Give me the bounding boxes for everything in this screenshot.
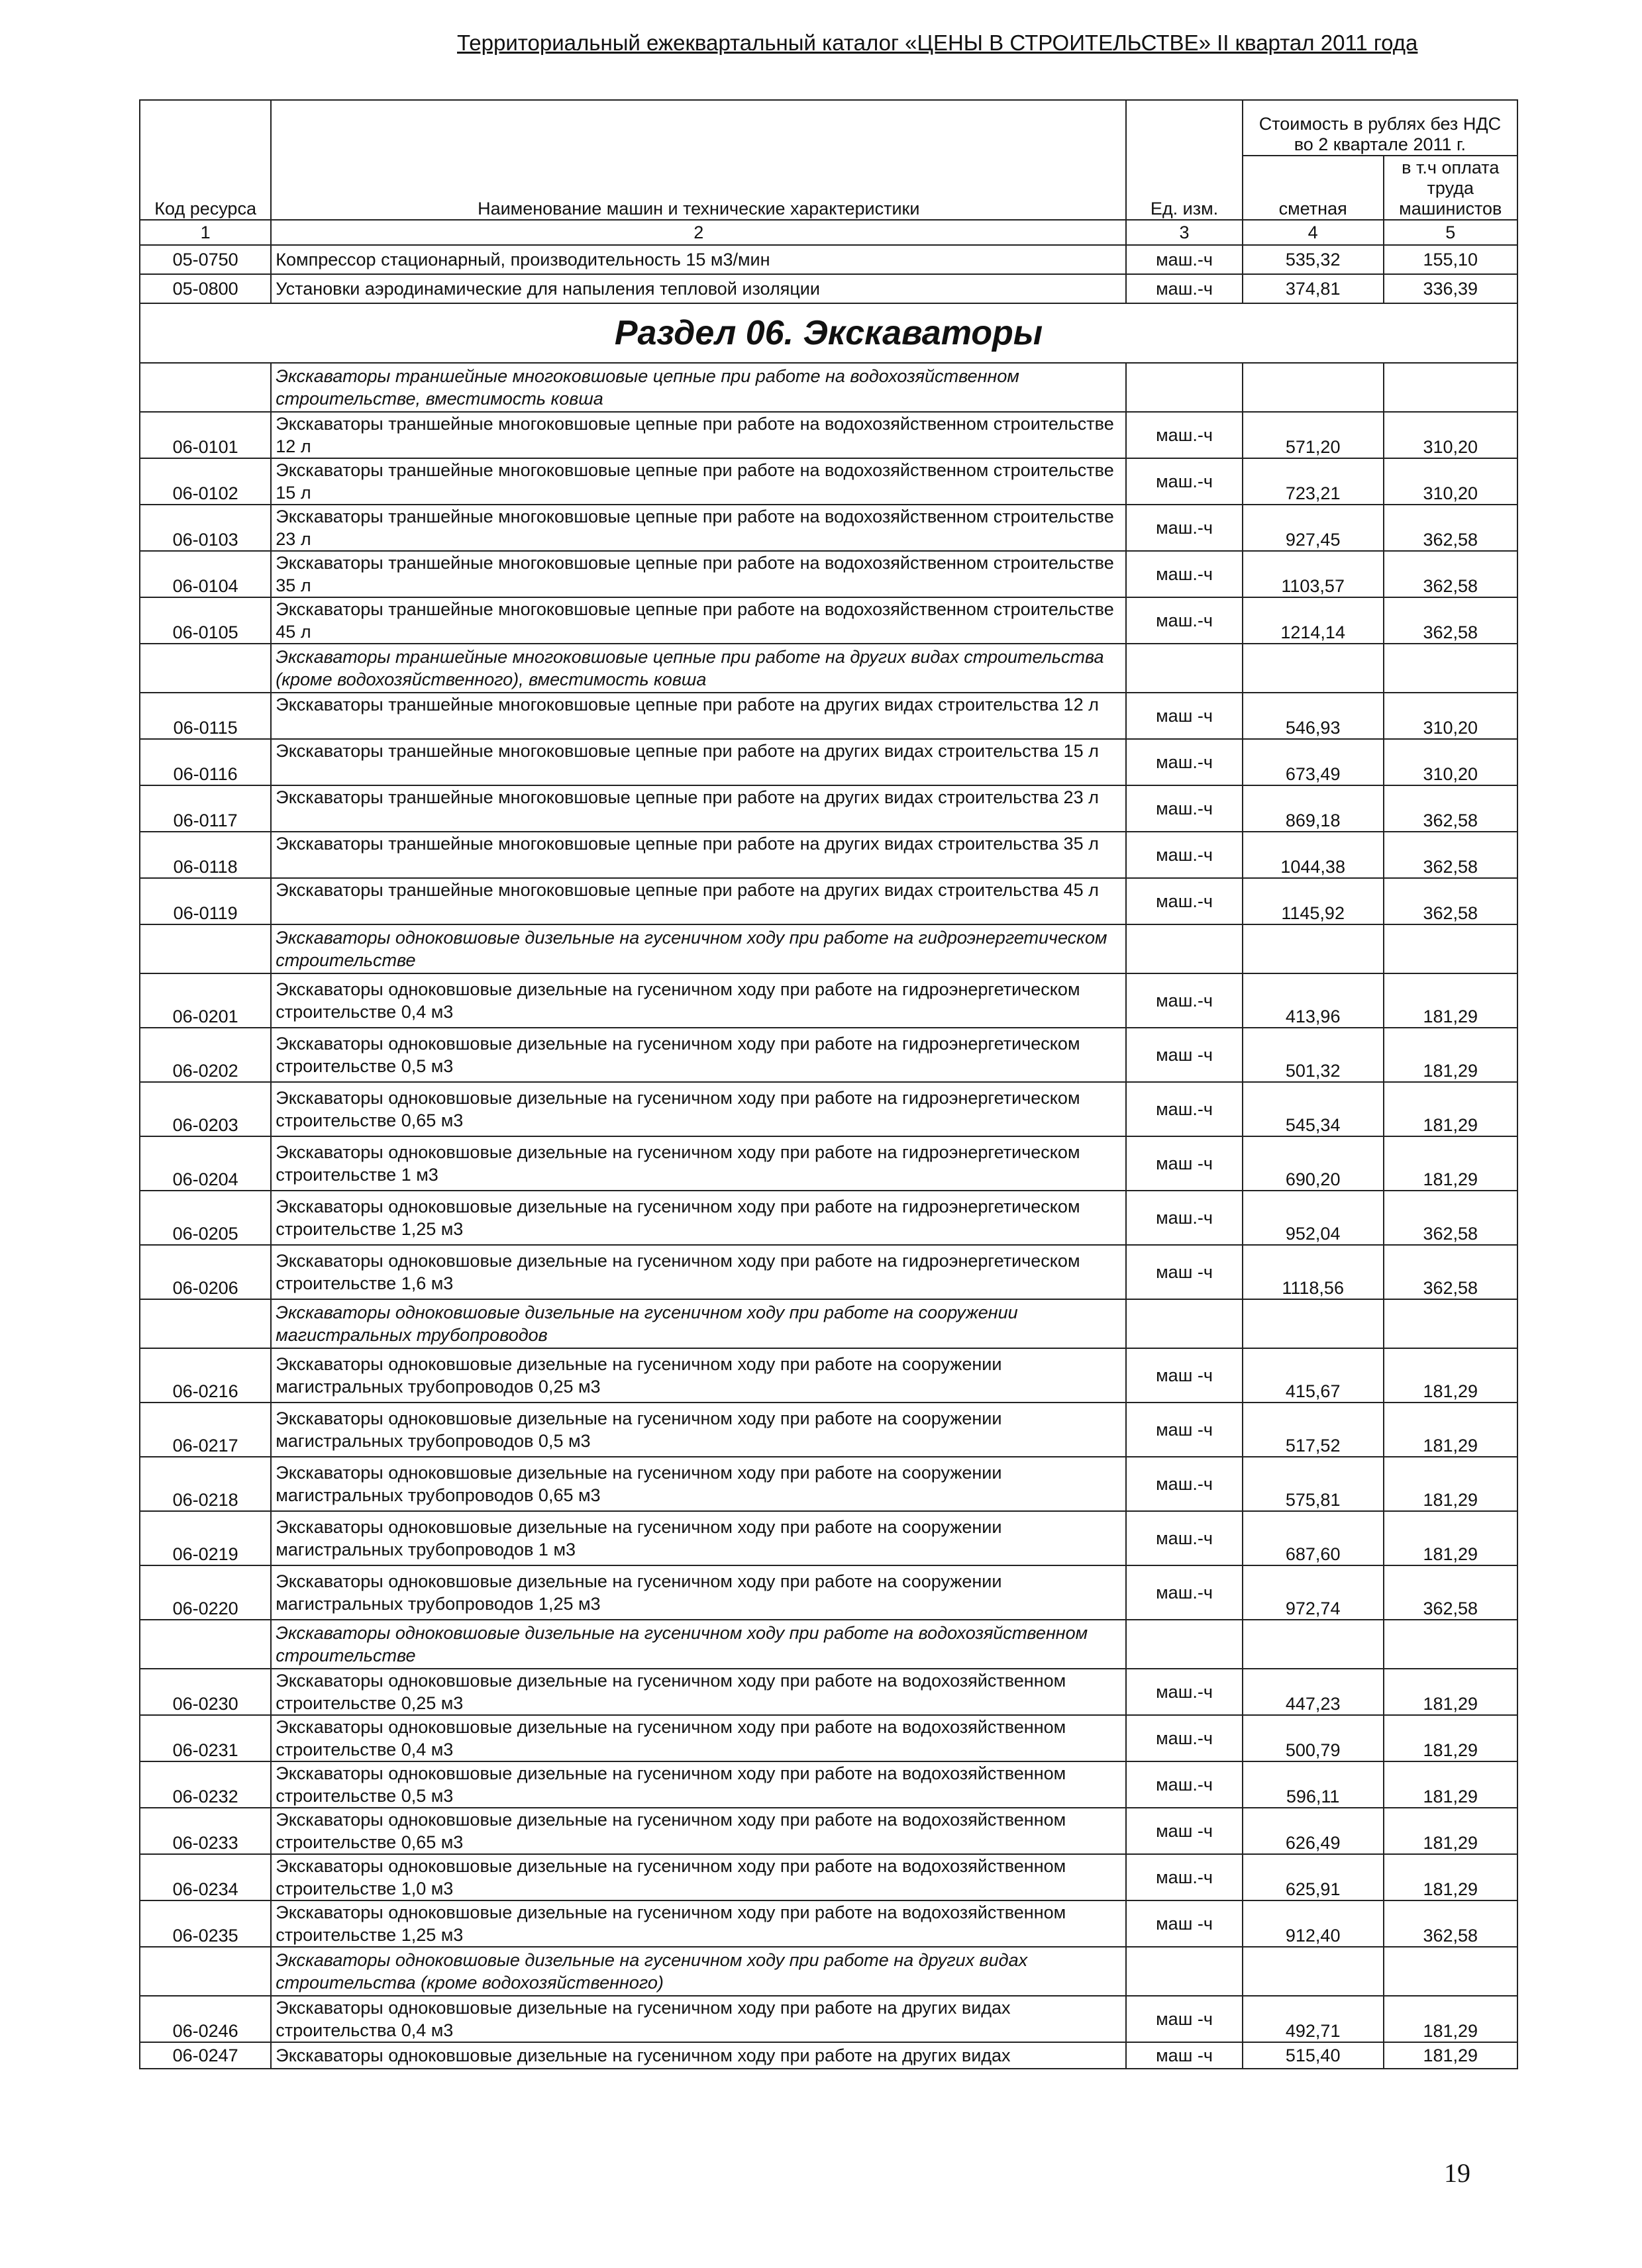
machine-name: Экскаваторы траншейные многоковшовые цепные при работе на водохозяйственном строительстве 23 л	[271, 505, 1126, 551]
operator-pay: 310,20	[1384, 412, 1517, 458]
operator-pay: 310,20	[1384, 693, 1517, 739]
estimated-price: 596,11	[1243, 1761, 1384, 1808]
unit: маш -ч	[1126, 1348, 1243, 1403]
empty-cell	[1384, 924, 1517, 973]
empty-cell	[1126, 1620, 1243, 1669]
table-row	[140, 832, 1517, 878]
operator-pay: 362,58	[1384, 832, 1517, 878]
unit: маш.-ч	[1126, 1669, 1243, 1715]
operator-pay: 181,29	[1384, 1511, 1517, 1565]
estimated-price: 545,34	[1243, 1082, 1384, 1136]
operator-pay: 181,29	[1384, 973, 1517, 1028]
table-row	[140, 1136, 1517, 1191]
machine-name: Экскаваторы одноковшовые дизельные на гусеничном ходу при работе на гидроэнергетическом строительстве 1 м3	[271, 1136, 1126, 1191]
operator-pay: 181,29	[1384, 1457, 1517, 1511]
table-row	[140, 1996, 1517, 2042]
unit: маш.-ч	[1126, 1511, 1243, 1565]
empty-cell	[1243, 924, 1384, 973]
unit: маш.-ч	[1126, 785, 1243, 832]
unit: маш.-ч	[1126, 1082, 1243, 1136]
column-number-row	[140, 220, 1517, 245]
resource-code: 06-0232	[140, 1761, 271, 1808]
resource-code: 06-0105	[140, 597, 271, 644]
estimated-price: 515,40	[1243, 2042, 1384, 2069]
estimated-price: 912,40	[1243, 1900, 1384, 1947]
unit: маш.-ч	[1126, 1191, 1243, 1245]
group-header-row	[140, 363, 1517, 412]
machine-name: Экскаваторы одноковшовые дизельные на гусеничном ходу при работе на водохозяйственном строительстве 0,25 м3	[271, 1669, 1126, 1715]
resource-code: 06-0116	[140, 739, 271, 785]
group-header-row	[140, 1299, 1517, 1348]
resource-code: 06-0235	[140, 1900, 271, 1947]
estimated-price: 1103,57	[1243, 551, 1384, 597]
table-row	[140, 1245, 1517, 1299]
table-row	[140, 1403, 1517, 1457]
operator-pay: 181,29	[1384, 1082, 1517, 1136]
empty-cell	[1384, 363, 1517, 412]
table-row	[140, 412, 1517, 458]
machine-name: Экскаваторы одноковшовые дизельные на гусеничном ходу при работе на водохозяйственном строительстве 0,4 м3	[271, 1715, 1126, 1761]
resource-code: 06-0118	[140, 832, 271, 878]
estimated-price: 625,91	[1243, 1854, 1384, 1900]
col-header-price: сметная	[1243, 156, 1384, 220]
machine-name: Экскаваторы одноковшовые дизельные на гусеничном ходу при работе на водохозяйственном строительстве 0,65 м3	[271, 1808, 1126, 1854]
machine-name: Экскаваторы траншейные многоковшовые цепные при работе на водохозяйственном строительстве 35 л	[271, 551, 1126, 597]
estimated-price: 517,52	[1243, 1403, 1384, 1457]
table-row	[140, 1028, 1517, 1082]
machine-name: Экскаваторы одноковшовые дизельные на гусеничном ходу при работе на сооружении магистральных трубопроводов 1 м3	[271, 1511, 1126, 1565]
resource-code: 06-0220	[140, 1565, 271, 1620]
operator-pay: 362,58	[1384, 597, 1517, 644]
estimated-price: 723,21	[1243, 458, 1384, 505]
table-row	[140, 1900, 1517, 1947]
estimated-price: 415,67	[1243, 1348, 1384, 1403]
machine-name: Компрессор стационарный, производительность 15 м3/мин	[271, 245, 1126, 274]
table-row	[140, 1669, 1517, 1715]
resource-code: 06-0217	[140, 1403, 271, 1457]
group-header-row	[140, 644, 1517, 693]
estimated-price: 575,81	[1243, 1457, 1384, 1511]
group-title: Экскаваторы траншейные многоковшовые цепные при работе на других видах строительства (кроме водохозяйственного), вместимость ковша	[271, 644, 1126, 693]
unit: маш.-ч	[1126, 973, 1243, 1028]
unit: маш -ч	[1126, 2042, 1243, 2069]
operator-pay: 362,58	[1384, 1565, 1517, 1620]
machine-name: Экскаваторы траншейные многоковшовые цепные при работе на других видах строительства 15 л	[271, 739, 1126, 785]
table-row	[140, 693, 1517, 739]
column-number: 2	[271, 220, 1126, 245]
col-header-pay: в т.ч оплата труда машинистов	[1384, 156, 1517, 220]
machine-name: Экскаваторы одноковшовые дизельные на гусеничном ходу при работе на гидроэнергетическом строительстве 1,6 м3	[271, 1245, 1126, 1299]
estimated-price: 690,20	[1243, 1136, 1384, 1191]
operator-pay: 362,58	[1384, 785, 1517, 832]
operator-pay: 362,58	[1384, 505, 1517, 551]
machine-name: Экскаваторы одноковшовые дизельные на гусеничном ходу при работе на водохозяйственном строительстве 1,0 м3	[271, 1854, 1126, 1900]
unit: маш -ч	[1126, 1808, 1243, 1854]
estimated-price: 1044,38	[1243, 832, 1384, 878]
table-row	[140, 274, 1517, 303]
resource-code: 06-0103	[140, 505, 271, 551]
resource-code: 06-0204	[140, 1136, 271, 1191]
group-header-row	[140, 1947, 1517, 1996]
unit: маш.-ч	[1126, 1565, 1243, 1620]
table-row	[140, 1715, 1517, 1761]
machine-name: Установки аэродинамические для напыления тепловой изоляции	[271, 274, 1126, 303]
operator-pay: 181,29	[1384, 2042, 1517, 2069]
table-row	[140, 1854, 1517, 1900]
estimated-price: 374,81	[1243, 274, 1384, 303]
col-header-cost-group: Стоимость в рублях без НДС во 2 квартале 2011 г.	[1243, 100, 1517, 156]
unit: маш.-ч	[1126, 832, 1243, 878]
empty-cell	[1126, 363, 1243, 412]
page-header: Территориальный ежеквартальный каталог «ЦЕНЫ В СТРОИТЕЛЬСТВЕ» II квартал 2011 года	[457, 30, 1418, 55]
empty-cell	[1384, 1299, 1517, 1348]
empty-cell	[1243, 1947, 1384, 1996]
table-row	[140, 739, 1517, 785]
group-title: Экскаваторы траншейные многоковшовые цепные при работе на водохозяйственном строительстве, вместимость ковша	[271, 363, 1126, 412]
estimated-price: 927,45	[1243, 505, 1384, 551]
unit: маш.-ч	[1126, 274, 1243, 303]
resource-code: 06-0234	[140, 1854, 271, 1900]
empty-cell	[1126, 644, 1243, 693]
empty-cell	[1243, 1299, 1384, 1348]
table-row	[140, 1348, 1517, 1403]
unit: маш.-ч	[1126, 412, 1243, 458]
operator-pay: 181,29	[1384, 1403, 1517, 1457]
resource-code: 06-0246	[140, 1996, 271, 2042]
resource-code: 06-0205	[140, 1191, 271, 1245]
unit: маш.-ч	[1126, 245, 1243, 274]
price-table	[139, 99, 1518, 2069]
estimated-price: 447,23	[1243, 1669, 1384, 1715]
machine-name: Экскаваторы одноковшовые дизельные на гусеничном ходу при работе на сооружении магистральных трубопроводов 0,5 м3	[271, 1403, 1126, 1457]
estimated-price: 869,18	[1243, 785, 1384, 832]
resource-code: 06-0216	[140, 1348, 271, 1403]
estimated-price: 1145,92	[1243, 878, 1384, 924]
page-number: 19	[1444, 2158, 1470, 2188]
unit: маш -ч	[1126, 1245, 1243, 1299]
operator-pay: 155,10	[1384, 245, 1517, 274]
unit: маш.-ч	[1126, 597, 1243, 644]
resource-code: 06-0202	[140, 1028, 271, 1082]
operator-pay: 310,20	[1384, 739, 1517, 785]
unit: маш.-ч	[1126, 1457, 1243, 1511]
estimated-price: 952,04	[1243, 1191, 1384, 1245]
group-title: Экскаваторы одноковшовые дизельные на гусеничном ходу при работе на гидроэнергетическом строительстве	[271, 924, 1126, 973]
resource-code: 06-0119	[140, 878, 271, 924]
resource-code: 06-0201	[140, 973, 271, 1028]
table-row	[140, 1457, 1517, 1511]
table-row	[140, 1761, 1517, 1808]
machine-name: Экскаваторы одноковшовые дизельные на гусеничном ходу при работе на гидроэнергетическом строительстве 1,25 м3	[271, 1191, 1126, 1245]
unit: маш -ч	[1126, 1900, 1243, 1947]
empty-cell	[1384, 1947, 1517, 1996]
unit: маш.-ч	[1126, 1854, 1243, 1900]
estimated-price: 500,79	[1243, 1715, 1384, 1761]
resource-code: 06-0230	[140, 1669, 271, 1715]
machine-name: Экскаваторы одноковшовые дизельные на гусеничном ходу при работе на сооружении магистральных трубопроводов 0,65 м3	[271, 1457, 1126, 1511]
estimated-price: 492,71	[1243, 1996, 1384, 2042]
table-row	[140, 597, 1517, 644]
empty-cell	[1126, 1299, 1243, 1348]
machine-name: Экскаваторы траншейные многоковшовые цепные при работе на других видах строительства 23 л	[271, 785, 1126, 832]
table-row	[140, 245, 1517, 274]
estimated-price: 626,49	[1243, 1808, 1384, 1854]
operator-pay: 181,29	[1384, 1028, 1517, 1082]
operator-pay: 310,20	[1384, 458, 1517, 505]
estimated-price: 673,49	[1243, 739, 1384, 785]
operator-pay: 181,29	[1384, 1715, 1517, 1761]
resource-code: 06-0115	[140, 693, 271, 739]
estimated-price: 413,96	[1243, 973, 1384, 1028]
estimated-price: 535,32	[1243, 245, 1384, 274]
machine-name: Экскаваторы одноковшовые дизельные на гусеничном ходу при работе на сооружении магистральных трубопроводов 0,25 м3	[271, 1348, 1126, 1403]
operator-pay: 181,29	[1384, 1808, 1517, 1854]
operator-pay: 362,58	[1384, 1191, 1517, 1245]
machine-name: Экскаваторы одноковшовые дизельные на гусеничном ходу при работе на других видах	[271, 2042, 1126, 2069]
estimated-price: 972,74	[1243, 1565, 1384, 1620]
resource-code: 06-0231	[140, 1715, 271, 1761]
table-row	[140, 1808, 1517, 1854]
table-row	[140, 878, 1517, 924]
operator-pay: 181,29	[1384, 1761, 1517, 1808]
machine-name: Экскаваторы траншейные многоковшовые цепные при работе на водохозяйственном строительстве 45 л	[271, 597, 1126, 644]
estimated-price: 1118,56	[1243, 1245, 1384, 1299]
estimated-price: 1214,14	[1243, 597, 1384, 644]
empty-cell	[1243, 363, 1384, 412]
resource-code: 05-0750	[140, 245, 271, 274]
table-row	[140, 785, 1517, 832]
machine-name: Экскаваторы одноковшовые дизельные на гусеничном ходу при работе на сооружении магистральных трубопроводов 1,25 м3	[271, 1565, 1126, 1620]
machine-name: Экскаваторы траншейные многоковшовые цепные при работе на других видах строительства 12 л	[271, 693, 1126, 739]
unit: маш -ч	[1126, 1996, 1243, 2042]
resource-code: 06-0101	[140, 412, 271, 458]
machine-name: Экскаваторы траншейные многоковшовые цепные при работе на водохозяйственном строительстве 15 л	[271, 458, 1126, 505]
empty-cell	[1384, 644, 1517, 693]
empty-cell	[140, 363, 271, 412]
machine-name: Экскаваторы траншейные многоковшовые цепные при работе на водохозяйственном строительстве 12 л	[271, 412, 1126, 458]
group-title: Экскаваторы одноковшовые дизельные на гусеничном ходу при работе на водохозяйственном строительстве	[271, 1620, 1126, 1669]
unit: маш.-ч	[1126, 739, 1243, 785]
unit: маш -ч	[1126, 1136, 1243, 1191]
operator-pay: 181,29	[1384, 1669, 1517, 1715]
group-title: Экскаваторы одноковшовые дизельные на гусеничном ходу при работе на сооружении магистральных трубопроводов	[271, 1299, 1126, 1348]
operator-pay: 181,29	[1384, 1348, 1517, 1403]
group-header-row	[140, 1620, 1517, 1669]
unit: маш.-ч	[1126, 1715, 1243, 1761]
empty-cell	[1384, 1620, 1517, 1669]
empty-cell	[1243, 644, 1384, 693]
empty-cell	[1243, 1620, 1384, 1669]
table-body	[140, 220, 1517, 2069]
resource-code: 06-0219	[140, 1511, 271, 1565]
resource-code: 06-0247	[140, 2042, 271, 2069]
table-row	[140, 1565, 1517, 1620]
resource-code: 05-0800	[140, 274, 271, 303]
resource-code: 06-0203	[140, 1082, 271, 1136]
empty-cell	[1126, 924, 1243, 973]
operator-pay: 181,29	[1384, 1996, 1517, 2042]
operator-pay: 336,39	[1384, 274, 1517, 303]
table-row	[140, 551, 1517, 597]
table-row	[140, 1511, 1517, 1565]
resource-code: 06-0102	[140, 458, 271, 505]
machine-name: Экскаваторы одноковшовые дизельные на гусеничном ходу при работе на гидроэнергетическом строительстве 0,5 м3	[271, 1028, 1126, 1082]
empty-cell	[140, 1947, 271, 1996]
unit: маш -ч	[1126, 693, 1243, 739]
unit: маш.-ч	[1126, 458, 1243, 505]
estimated-price: 501,32	[1243, 1028, 1384, 1082]
resource-code: 06-0218	[140, 1457, 271, 1511]
machine-name: Экскаваторы одноковшовые дизельные на гусеничном ходу при работе на водохозяйственном строительстве 0,5 м3	[271, 1761, 1126, 1808]
col-header-code: Код ресурса	[140, 100, 271, 220]
group-title: Экскаваторы одноковшовые дизельные на гусеничном ходу при работе на других видах строительства (кроме водохозяйственного)	[271, 1947, 1126, 1996]
resource-code: 06-0104	[140, 551, 271, 597]
empty-cell	[140, 1620, 271, 1669]
resource-code: 06-0117	[140, 785, 271, 832]
estimated-price: 571,20	[1243, 412, 1384, 458]
machine-name: Экскаваторы одноковшовые дизельные на гусеничном ходу при работе на гидроэнергетическом строительстве 0,4 м3	[271, 973, 1126, 1028]
column-number: 4	[1243, 220, 1384, 245]
unit: маш -ч	[1126, 1403, 1243, 1457]
empty-cell	[140, 924, 271, 973]
table-row	[140, 1191, 1517, 1245]
machine-name: Экскаваторы одноковшовые дизельные на гусеничном ходу при работе на гидроэнергетическом строительстве 0,65 м3	[271, 1082, 1126, 1136]
resource-code: 06-0233	[140, 1808, 271, 1854]
resource-code: 06-0206	[140, 1245, 271, 1299]
table-row	[140, 505, 1517, 551]
unit: маш -ч	[1126, 1028, 1243, 1082]
group-header-row	[140, 924, 1517, 973]
column-number: 1	[140, 220, 271, 245]
unit: маш.-ч	[1126, 505, 1243, 551]
operator-pay: 181,29	[1384, 1136, 1517, 1191]
table-row	[140, 1082, 1517, 1136]
operator-pay: 362,58	[1384, 551, 1517, 597]
empty-cell	[1126, 1947, 1243, 1996]
empty-cell	[140, 1299, 271, 1348]
operator-pay: 362,58	[1384, 878, 1517, 924]
unit: маш.-ч	[1126, 878, 1243, 924]
section-row	[140, 303, 1517, 363]
column-number: 3	[1126, 220, 1243, 245]
machine-name: Экскаваторы одноковшовые дизельные на гусеничном ходу при работе на других видах строительства 0,4 м3	[271, 1996, 1126, 2042]
machine-name: Экскаваторы траншейные многоковшовые цепные при работе на других видах строительства 45 л	[271, 878, 1126, 924]
operator-pay: 362,58	[1384, 1900, 1517, 1947]
column-number: 5	[1384, 220, 1517, 245]
estimated-price: 687,60	[1243, 1511, 1384, 1565]
section-title: Раздел 06. Экскаваторы	[140, 303, 1517, 363]
table-row	[140, 973, 1517, 1028]
col-header-unit: Ед. изм.	[1126, 100, 1243, 220]
machine-name: Экскаваторы траншейные многоковшовые цепные при работе на других видах строительства 35 л	[271, 832, 1126, 878]
operator-pay: 362,58	[1384, 1245, 1517, 1299]
table-row	[140, 2042, 1517, 2069]
empty-cell	[140, 644, 271, 693]
operator-pay: 181,29	[1384, 1854, 1517, 1900]
estimated-price: 546,93	[1243, 693, 1384, 739]
col-header-name: Наименование машин и технические характеристики	[271, 100, 1126, 220]
unit: маш.-ч	[1126, 551, 1243, 597]
unit: маш.-ч	[1126, 1761, 1243, 1808]
table-row	[140, 458, 1517, 505]
machine-name: Экскаваторы одноковшовые дизельные на гусеничном ходу при работе на водохозяйственном строительстве 1,25 м3	[271, 1900, 1126, 1947]
